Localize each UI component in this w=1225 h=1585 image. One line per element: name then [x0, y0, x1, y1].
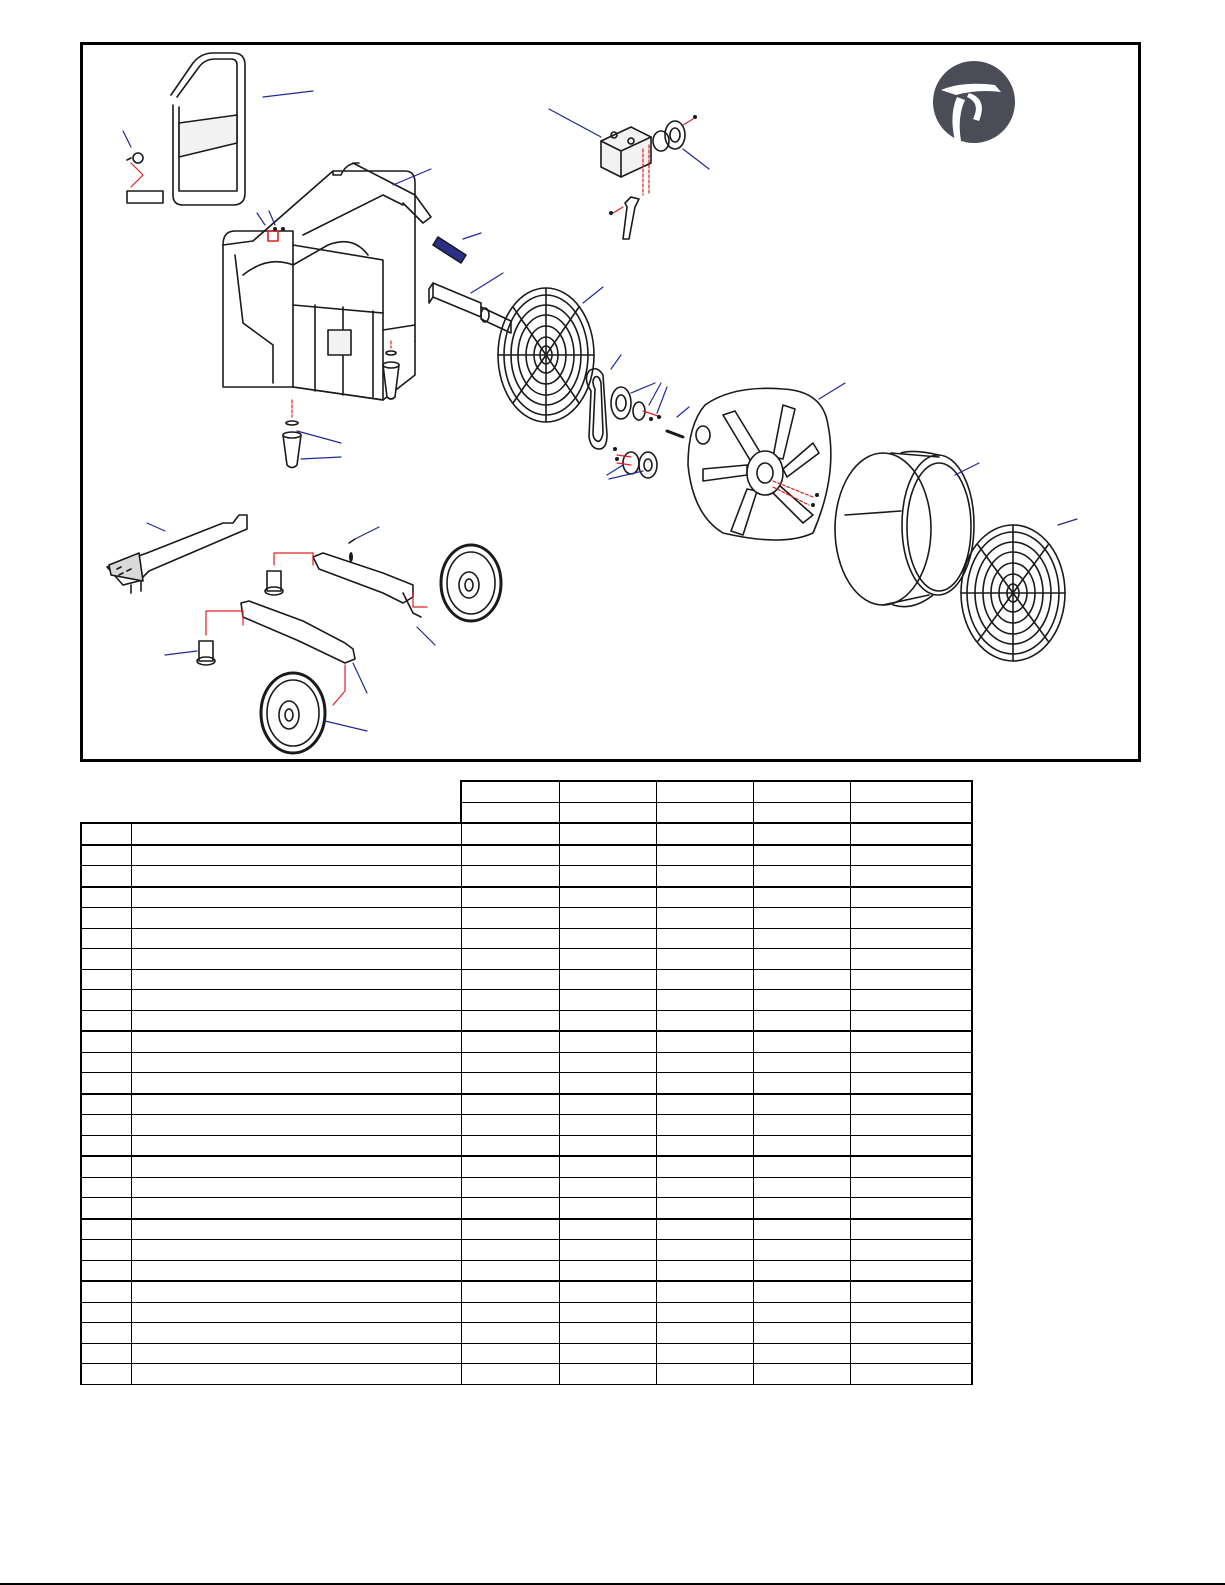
table-cell: [131, 1073, 461, 1094]
table-cell: [81, 990, 131, 1011]
table-cell: [81, 1302, 131, 1323]
table-cell: [81, 823, 131, 845]
table-cell: [131, 1281, 461, 1302]
table-cell: [81, 1177, 131, 1198]
table-cell: [461, 1135, 559, 1156]
table-cell: [131, 1094, 461, 1115]
leader-lines: [123, 91, 1077, 731]
table-cell: [850, 1135, 972, 1156]
table-cell: [461, 1031, 559, 1052]
front-grill: [498, 288, 594, 422]
table-cell: [753, 990, 850, 1011]
table-cell: [559, 1364, 656, 1385]
table-cell: [131, 969, 461, 990]
table-cell: [559, 1156, 656, 1177]
table-cell: [850, 1052, 972, 1073]
table-cell: [753, 1094, 850, 1115]
table-cell: [850, 1073, 972, 1094]
table-cell: [131, 1135, 461, 1156]
table-row: [81, 887, 972, 908]
table-cell: [850, 1343, 972, 1364]
table-cell: [656, 1094, 753, 1115]
table-cell: [559, 1115, 656, 1136]
table-cell: [81, 1073, 131, 1094]
table-cell: [461, 1073, 559, 1094]
table-cell: [559, 1031, 656, 1052]
table-row: [81, 1302, 972, 1323]
hardware-line: [413, 593, 427, 607]
table-cell: [461, 1177, 559, 1198]
table-cell: [656, 1302, 753, 1323]
table-cell: [753, 1260, 850, 1281]
table-header-row: [81, 802, 972, 823]
table-cell: [131, 1052, 461, 1073]
table-cell: [753, 1177, 850, 1198]
hardware-line: [206, 553, 345, 705]
table-cell: [850, 1260, 972, 1281]
table-cell: [559, 969, 656, 990]
table-cell: [81, 969, 131, 990]
table-cell: [656, 908, 753, 929]
table-cell: [131, 1240, 461, 1261]
table-cell: [656, 1219, 753, 1240]
main-frame: [223, 163, 431, 400]
table-cell: [559, 823, 656, 845]
table-cell: [81, 866, 131, 887]
table-cell: [81, 1156, 131, 1177]
table-cell: [559, 1302, 656, 1323]
table-cell: [461, 969, 559, 990]
table-cell: [559, 1343, 656, 1364]
table-cell: [81, 1240, 131, 1261]
table-cell: [656, 1198, 753, 1219]
table-cell: [559, 866, 656, 887]
table-cell: [753, 845, 850, 866]
table-row: [81, 908, 972, 929]
table-cell: [850, 1281, 972, 1302]
table-cell: [656, 1031, 753, 1052]
table-cell: [461, 1364, 559, 1385]
table-cell: [131, 1219, 461, 1240]
table-cell: [850, 802, 972, 823]
table-cell: [850, 1115, 972, 1136]
table-cell: [461, 1010, 559, 1031]
table-row: [81, 1135, 972, 1156]
table-cell: [559, 1260, 656, 1281]
table-cell: [753, 781, 850, 802]
rear-grill: [961, 525, 1065, 661]
table-cell: [81, 1198, 131, 1219]
table-cell: [656, 949, 753, 970]
table-cell: [461, 1323, 559, 1344]
table-cell: [461, 1260, 559, 1281]
table-cell: [461, 928, 559, 949]
table-cell: [656, 990, 753, 1011]
table-cell: [753, 1323, 850, 1344]
table-cell: [81, 1052, 131, 1073]
table-cell: [753, 1031, 850, 1052]
table-cell: [850, 1177, 972, 1198]
table-cell: [559, 1281, 656, 1302]
table-cell: [850, 866, 972, 887]
axle-shaft: [429, 283, 511, 333]
table-row: [81, 1094, 972, 1115]
handle-frame: [127, 53, 245, 205]
table-cell: [81, 1115, 131, 1136]
table-row: [81, 845, 972, 866]
table-cell: [850, 1219, 972, 1240]
table-cell: [131, 1031, 461, 1052]
table-cell: [131, 1177, 461, 1198]
table-cell: [850, 845, 972, 866]
table-cell: [461, 908, 559, 929]
table-cell: [81, 949, 131, 970]
table-cell: [656, 969, 753, 990]
table-cell: [656, 1240, 753, 1261]
table-row: [81, 1323, 972, 1344]
table-row: [81, 1343, 972, 1364]
table-cell: [461, 949, 559, 970]
wheel-upper: [441, 545, 501, 621]
table-row: [81, 1281, 972, 1302]
table-cell: [850, 887, 972, 908]
table-cell: [559, 802, 656, 823]
table-row: [81, 1177, 972, 1198]
table-cell: [656, 781, 753, 802]
table-cell: [131, 802, 461, 823]
table-cell: [131, 949, 461, 970]
fan-drum: [835, 451, 974, 606]
diagram-svg: [83, 45, 1138, 759]
table-cell: [81, 1031, 131, 1052]
table-cell: [753, 1073, 850, 1094]
table-row: [81, 1010, 972, 1031]
table-cell: [850, 1094, 972, 1115]
casters: [197, 571, 283, 665]
table-row: [81, 1073, 972, 1094]
table-cell: [461, 1198, 559, 1219]
table-column-header-row: [81, 823, 972, 845]
brand-logo: [933, 61, 1015, 143]
table-cell: [753, 1135, 850, 1156]
frame-feet: [283, 351, 399, 468]
table-cell: [753, 1010, 850, 1031]
table-cell: [656, 1115, 753, 1136]
motor-pulley: [611, 387, 657, 478]
table-row: [81, 990, 972, 1011]
table-cell: [850, 1302, 972, 1323]
table-cell: [753, 1281, 850, 1302]
parts-table: [80, 780, 973, 1385]
table-cell: [656, 1135, 753, 1156]
table-cell: [656, 1156, 753, 1177]
table-cell: [131, 908, 461, 929]
table-cell: [81, 928, 131, 949]
table-body: [81, 845, 972, 1385]
table-cell: [131, 1323, 461, 1344]
table-cell: [850, 1364, 972, 1385]
table-cell: [81, 845, 131, 866]
table-cell: [753, 1364, 850, 1385]
table-cell: [656, 928, 753, 949]
table-cell: [753, 1198, 850, 1219]
table-cell: [850, 1156, 972, 1177]
table-cell: [656, 1177, 753, 1198]
table-row: [81, 1198, 972, 1219]
table-cell: [81, 781, 131, 802]
table-cell: [461, 1343, 559, 1364]
table-cell: [656, 866, 753, 887]
table-row: [81, 1240, 972, 1261]
table-cell: [81, 1281, 131, 1302]
table-cell: [131, 845, 461, 866]
table-cell: [559, 1010, 656, 1031]
table-cell: [753, 1240, 850, 1261]
table-cell: [850, 823, 972, 845]
table-cell: [656, 1323, 753, 1344]
table-cell: [753, 1156, 850, 1177]
table-cell: [850, 1240, 972, 1261]
table-cell: [850, 969, 972, 990]
table-row: [81, 928, 972, 949]
table-cell: [131, 781, 461, 802]
table-cell: [850, 908, 972, 929]
table-cell: [81, 1010, 131, 1031]
wheel-lower: [261, 673, 325, 753]
table-cell: [753, 1343, 850, 1364]
table-cell: [850, 1031, 972, 1052]
table-cell: [753, 969, 850, 990]
table-cell: [81, 1135, 131, 1156]
table-cell: [850, 990, 972, 1011]
table-cell: [131, 1115, 461, 1136]
table-cell: [656, 823, 753, 845]
table-row: [81, 1052, 972, 1073]
table-cell: [850, 781, 972, 802]
table-cell: [461, 1281, 559, 1302]
table-cell: [461, 866, 559, 887]
table-row: [81, 1364, 972, 1385]
table-cell: [656, 1073, 753, 1094]
spring: [667, 431, 683, 437]
table-row: [81, 1031, 972, 1052]
table-cell: [559, 928, 656, 949]
table-cell: [753, 887, 850, 908]
table-cell: [753, 1302, 850, 1323]
fan-blade: [703, 405, 819, 535]
table-cell: [131, 1010, 461, 1031]
table-cell: [131, 866, 461, 887]
table-cell: [656, 802, 753, 823]
table-cell: [131, 887, 461, 908]
axle-arm-upper: [313, 539, 421, 617]
table-cell: [753, 823, 850, 845]
table-cell: [656, 1364, 753, 1385]
table-cell: [753, 949, 850, 970]
table-cell: [131, 1198, 461, 1219]
table-cell: [559, 908, 656, 929]
table-row: [81, 1156, 972, 1177]
table-row: [81, 969, 972, 990]
table-cell: [131, 1302, 461, 1323]
table-cell: [81, 1364, 131, 1385]
table-cell: [81, 1343, 131, 1364]
table-cell: [81, 1094, 131, 1115]
table-cell: [461, 887, 559, 908]
table-cell: [461, 823, 559, 845]
table-cell: [559, 1073, 656, 1094]
table-cell: [850, 1198, 972, 1219]
table-cell: [461, 990, 559, 1011]
table-cell: [81, 908, 131, 929]
table-cell: [131, 990, 461, 1011]
table-cell: [81, 1323, 131, 1344]
table-cell: [461, 1156, 559, 1177]
table-row: [81, 1115, 972, 1136]
table-cell: [559, 1323, 656, 1344]
hardware-line: [131, 163, 143, 187]
motor-block: [601, 115, 697, 239]
table-cell: [559, 887, 656, 908]
table-cell: [753, 1115, 850, 1136]
clamp-hardware: [268, 227, 285, 241]
table-cell: [656, 845, 753, 866]
table-cell: [559, 845, 656, 866]
table-cell: [131, 928, 461, 949]
table-row: [81, 866, 972, 887]
table-cell: [656, 887, 753, 908]
drive-belt: [586, 369, 607, 449]
table-cell: [461, 1302, 559, 1323]
table-cell: [656, 1052, 753, 1073]
table-cell: [656, 1260, 753, 1281]
table-cell: [753, 866, 850, 887]
table-cell: [81, 887, 131, 908]
table-cell: [461, 802, 559, 823]
handle-grip: [433, 237, 466, 263]
table-cell: [461, 1219, 559, 1240]
table-cell: [753, 1052, 850, 1073]
table-cell: [753, 928, 850, 949]
table-cell: [461, 1094, 559, 1115]
table-cell: [131, 1343, 461, 1364]
table-cell: [850, 928, 972, 949]
table-cell: [81, 1260, 131, 1281]
table-cell: [656, 1343, 753, 1364]
table-cell: [753, 802, 850, 823]
table-cell: [656, 1281, 753, 1302]
axle-arm-lower: [241, 601, 355, 663]
fan-shroud: [688, 388, 831, 540]
table-cell: [559, 1219, 656, 1240]
table-cell: [131, 823, 461, 845]
table-cell: [559, 1240, 656, 1261]
table-cell: [131, 1364, 461, 1385]
table-cell: [81, 1219, 131, 1240]
table-cell: [81, 802, 131, 823]
table-cell: [559, 1135, 656, 1156]
table-header-row: [81, 781, 972, 802]
table-row: [81, 1260, 972, 1281]
table-cell: [559, 949, 656, 970]
table-row: [81, 1219, 972, 1240]
table-cell: [559, 781, 656, 802]
table-row: [81, 949, 972, 970]
table-cell: [850, 949, 972, 970]
table-cell: [753, 1219, 850, 1240]
table-cell: [850, 1323, 972, 1344]
table-cell: [461, 781, 559, 802]
table-cell: [559, 1052, 656, 1073]
table-cell: [461, 845, 559, 866]
table-cell: [461, 1240, 559, 1261]
table-cell: [131, 1260, 461, 1281]
base-bracket: [107, 515, 247, 593]
table-cell: [131, 1156, 461, 1177]
table-cell: [850, 1010, 972, 1031]
table-cell: [656, 1010, 753, 1031]
table-cell: [461, 1052, 559, 1073]
table-cell: [753, 908, 850, 929]
table-cell: [559, 1094, 656, 1115]
table-cell: [559, 1198, 656, 1219]
table-cell: [559, 990, 656, 1011]
table-cell: [559, 1177, 656, 1198]
table-cell: [461, 1115, 559, 1136]
exploded-parts-diagram: [80, 42, 1141, 762]
